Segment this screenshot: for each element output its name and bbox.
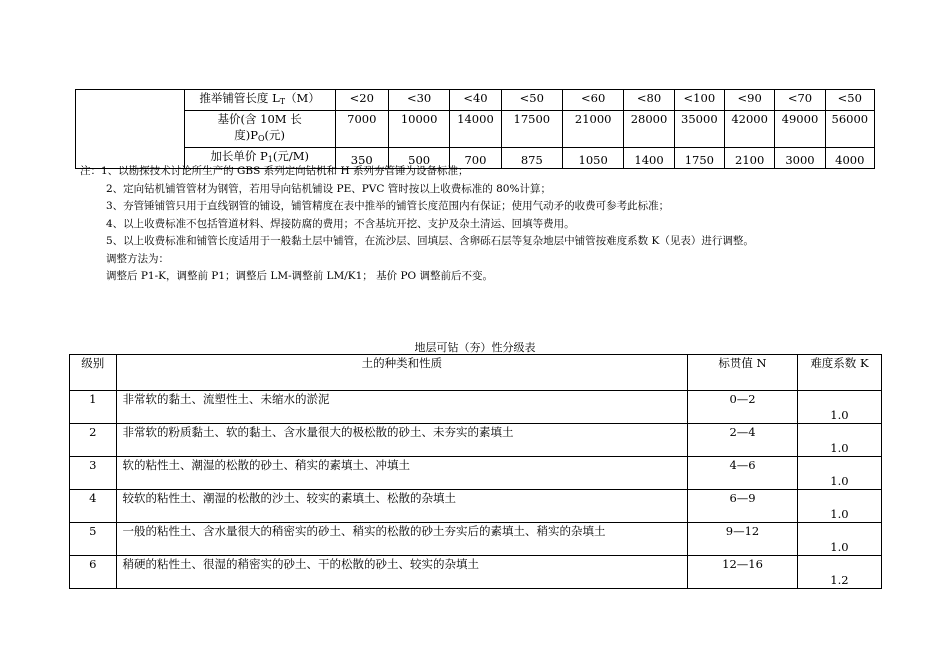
base-label-line2: 度)P [234, 128, 258, 142]
row-k: 1.0 [797, 424, 881, 457]
extra-price-cell: 3000 [775, 148, 825, 169]
base-price-cell: 10000 [388, 111, 449, 148]
table-row [70, 424, 882, 457]
length-cell: <90 [725, 90, 775, 111]
row-n: 9—12 [688, 523, 798, 556]
soil-table-header [70, 355, 882, 391]
length-cell: <40 [450, 90, 501, 111]
base-label-sub: O [257, 134, 265, 143]
table-row [70, 457, 882, 490]
note-line: 2、定向钻机铺管管材为钢管，若用导向钻机铺设 PE、PVC 管时按以上收费标准的 80%计算； [106, 182, 551, 195]
extra-price-cell: 1050 [563, 148, 624, 169]
pricing-row-base [76, 111, 875, 148]
extra-price-cell: 875 [501, 148, 562, 169]
extra-label-unit: (元/M) [272, 149, 309, 163]
row-level: 1 [70, 391, 117, 424]
base-label-line1: 基价(含 10M 长 [217, 112, 302, 126]
base-price-cell: 49000 [775, 111, 825, 148]
table-row [70, 490, 882, 523]
length-label: 推举铺管长度 L [199, 91, 280, 105]
length-cell: <50 [501, 90, 562, 111]
row-desc: 一般的粘性土、含水量很大的稍密实的砂土、稍实的松散的砂土夯实后的素填土、稍实的杂填土 [116, 523, 688, 556]
row-n: 4—6 [688, 457, 798, 490]
row-level: 2 [70, 424, 117, 457]
base-price-cell: 17500 [501, 111, 562, 148]
row-k: 1.2 [797, 556, 881, 589]
base-price-cell: 7000 [335, 111, 388, 148]
extra-price-cell: 1750 [674, 148, 724, 169]
row-desc: 软的粘性土、潮湿的松散的砂土、稍实的素填土、冲填土 [116, 457, 688, 490]
length-cell: <70 [775, 90, 825, 111]
row-level: 4 [70, 490, 117, 523]
pricing-row-length [76, 90, 875, 111]
base-price-cell: 21000 [563, 111, 624, 148]
base-label-unit: (元) [264, 128, 286, 142]
row-level: 6 [70, 556, 117, 589]
base-price-cell: 28000 [624, 111, 674, 148]
length-label-cell [184, 90, 335, 111]
length-cell: <60 [563, 90, 624, 111]
extra-price-cell: 2100 [725, 148, 775, 169]
header-level: 级别 [70, 355, 117, 391]
length-cell: <50 [825, 90, 874, 111]
note-line: 5、以上收费标准和铺管长度适用于一般黏土层中铺管，在流沙层、回填层、含卵砾石层等复杂地层中铺管按难度系数 K（见表）进行调整。 [106, 235, 754, 247]
header-k: 难度系数 K [797, 355, 881, 391]
note-line: 注：1、以勘探技术讨论所生产的 GBS 系列定向钻机和 H 系列夯管锤为设备标准； [80, 165, 469, 177]
header-desc: 土的种类和性质 [116, 355, 688, 391]
row-desc: 非常软的黏土、流塑性土、未缩水的淤泥 [116, 391, 688, 424]
row-level: 5 [70, 523, 117, 556]
note-line: 调整方法为： [106, 252, 169, 265]
base-price-cell: 56000 [825, 111, 874, 148]
extra-label-sub: 1 [267, 155, 273, 164]
note-line: 4、以上收费标准不包括管道材料、焊接防腐的费用；不含基坑开挖、支护及杂土清运、回填等费用。 [106, 217, 575, 230]
note-line: 3、夯管锤铺管只用于直线钢管的铺设，铺管精度在表中推举的铺管长度范围内有保证；使用气动矛的收费可参考此标准； [106, 200, 670, 212]
length-cell: <100 [674, 90, 724, 111]
note-line: 调整后 P1-K，调整前 P1；调整后 LM-调整前 LM/K1； 基价 PO 调整前后不变。 [106, 270, 493, 282]
extra-price-cell: 1400 [624, 148, 674, 169]
notes-section [80, 163, 920, 286]
table-row [70, 556, 882, 589]
length-cell: <80 [624, 90, 674, 111]
extra-price-cell: 700 [450, 148, 501, 169]
extra-label: 加长单价 P [210, 149, 268, 163]
soil-table [69, 354, 882, 589]
extra-price-cell: 500 [388, 148, 449, 169]
header-n: 标贯值 N [688, 355, 798, 391]
table-row [70, 391, 882, 424]
row-n: 12—16 [688, 556, 798, 589]
table-row [70, 523, 882, 556]
extra-price-cell: 350 [335, 148, 388, 169]
base-price-cell: 42000 [725, 111, 775, 148]
length-label-sub: T [279, 97, 286, 106]
pricing-table [75, 89, 875, 169]
length-cell: <20 [335, 90, 388, 111]
row-desc: 稍硬的粘性土、很湿的稍密实的砂土、干的松散的砂土、较实的杂填土 [116, 556, 688, 589]
row-level: 3 [70, 457, 117, 490]
row-n: 0—2 [688, 391, 798, 424]
length-label-unit: （M） [285, 91, 320, 105]
row-desc: 非常软的粉质黏土、软的黏土、含水量很大的极松散的砂土、未夯实的素填土 [116, 424, 688, 457]
base-price-cell: 35000 [674, 111, 724, 148]
row-k: 1.0 [797, 490, 881, 523]
row-k: 1.0 [797, 457, 881, 490]
base-price-cell: 14000 [450, 111, 501, 148]
row-k: 1.0 [797, 391, 881, 424]
length-cell: <30 [388, 90, 449, 111]
row-k: 1.0 [797, 523, 881, 556]
row-n: 2—4 [688, 424, 798, 457]
row-desc: 较软的粘性土、潮湿的松散的沙土、较实的素填土、松散的杂填土 [116, 490, 688, 523]
soil-table-caption: 地层可钻（夯）性分级表 [414, 341, 536, 354]
base-label-cell [184, 111, 335, 148]
extra-price-cell: 4000 [825, 148, 874, 169]
row-n: 6—9 [688, 490, 798, 523]
pricing-blank-cell [76, 90, 185, 169]
